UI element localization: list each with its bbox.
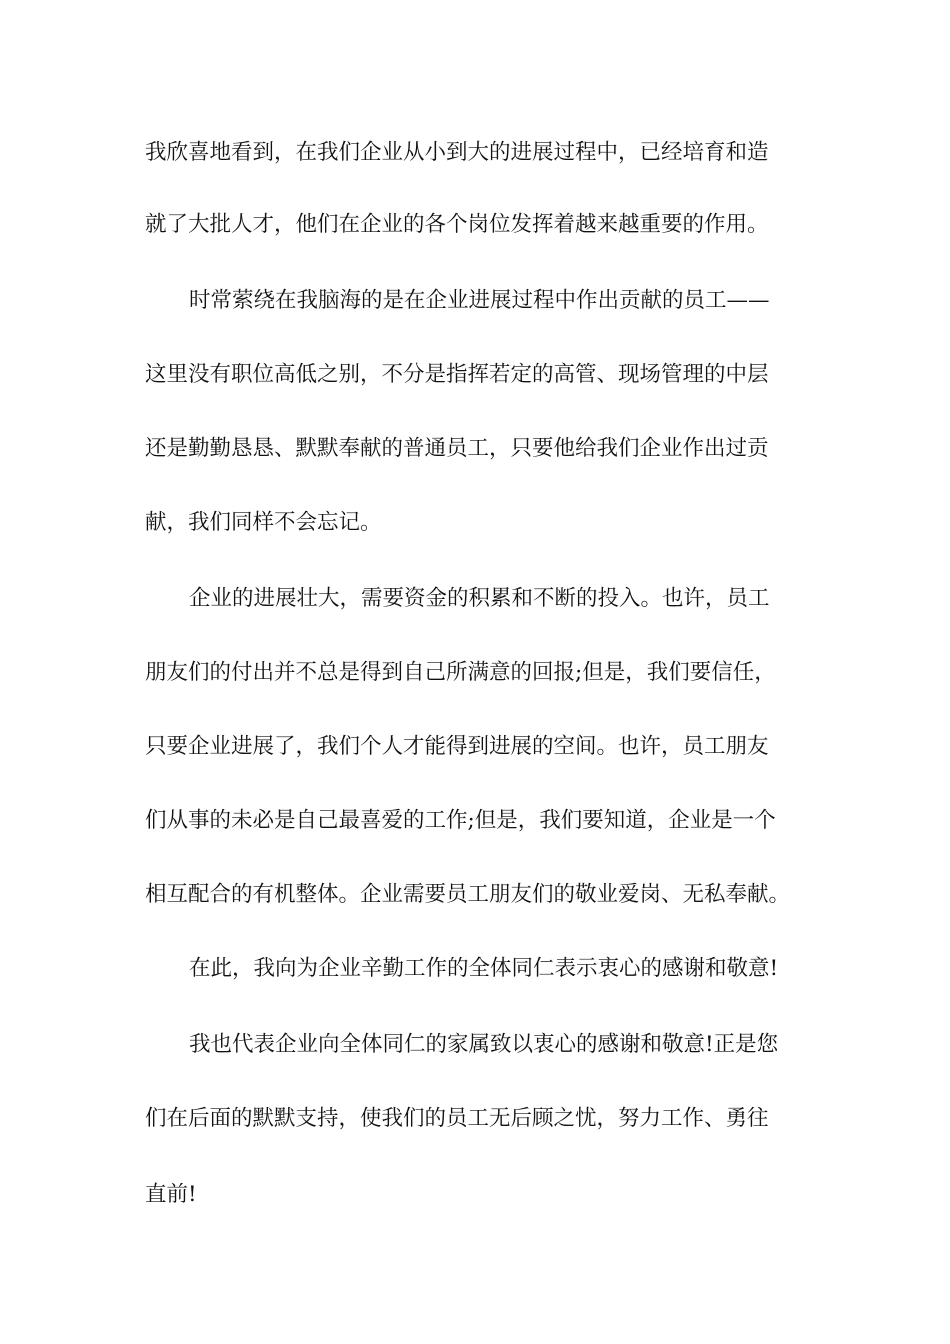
text-line: 相互配合的有机整体。企业需要员工朋友们的敬业爱岗、无私奉献。 [145,882,791,907]
text-line: 们从事的未必是自己最喜爱的工作;但是，我们要知道，企业是一个 [145,808,776,833]
text-line: 直前! [145,1182,197,1207]
text-line: 只要企业进展了，我们个人才能得到进展的空间。也许，员工朋友 [145,734,769,759]
text-line: 这里没有职位高低之别，不分是指挥若定的高管、现场管理的中层 [145,362,769,387]
text-line: 朋友们的付出并不总是得到自己所满意的回报;但是，我们要信任， [145,660,776,685]
paragraph-first-line: 我也代表企业向全体同仁的家属致以衷心的感谢和敬意!正是您 [189,1032,779,1057]
text-line: 我欣喜地看到，在我们企业从小到大的进展过程中，已经培育和造 [145,140,769,165]
text-line: 献，我们同样不会忘记。 [145,510,382,535]
paragraph-first-line: 在此，我向为企业辛勤工作的全体同仁表示衷心的感谢和敬意! [189,956,779,981]
paragraph-first-line: 时常萦绕在我脑海的是在企业进展过程中作出贡献的员工—— [189,288,770,313]
text-line: 就了大批人才，他们在企业的各个岗位发挥着越来越重要的作用。 [145,212,769,237]
text-line: 们在后面的默默支持，使我们的员工无后顾之忧，努力工作、勇往 [145,1106,769,1131]
paragraph-first-line: 企业的进展壮大，需要资金的积累和不断的投入。也许，员工 [189,586,770,611]
text-line: 还是勤勤恳恳、默默奉献的普通员工，只要他给我们企业作出过贡 [145,436,769,461]
